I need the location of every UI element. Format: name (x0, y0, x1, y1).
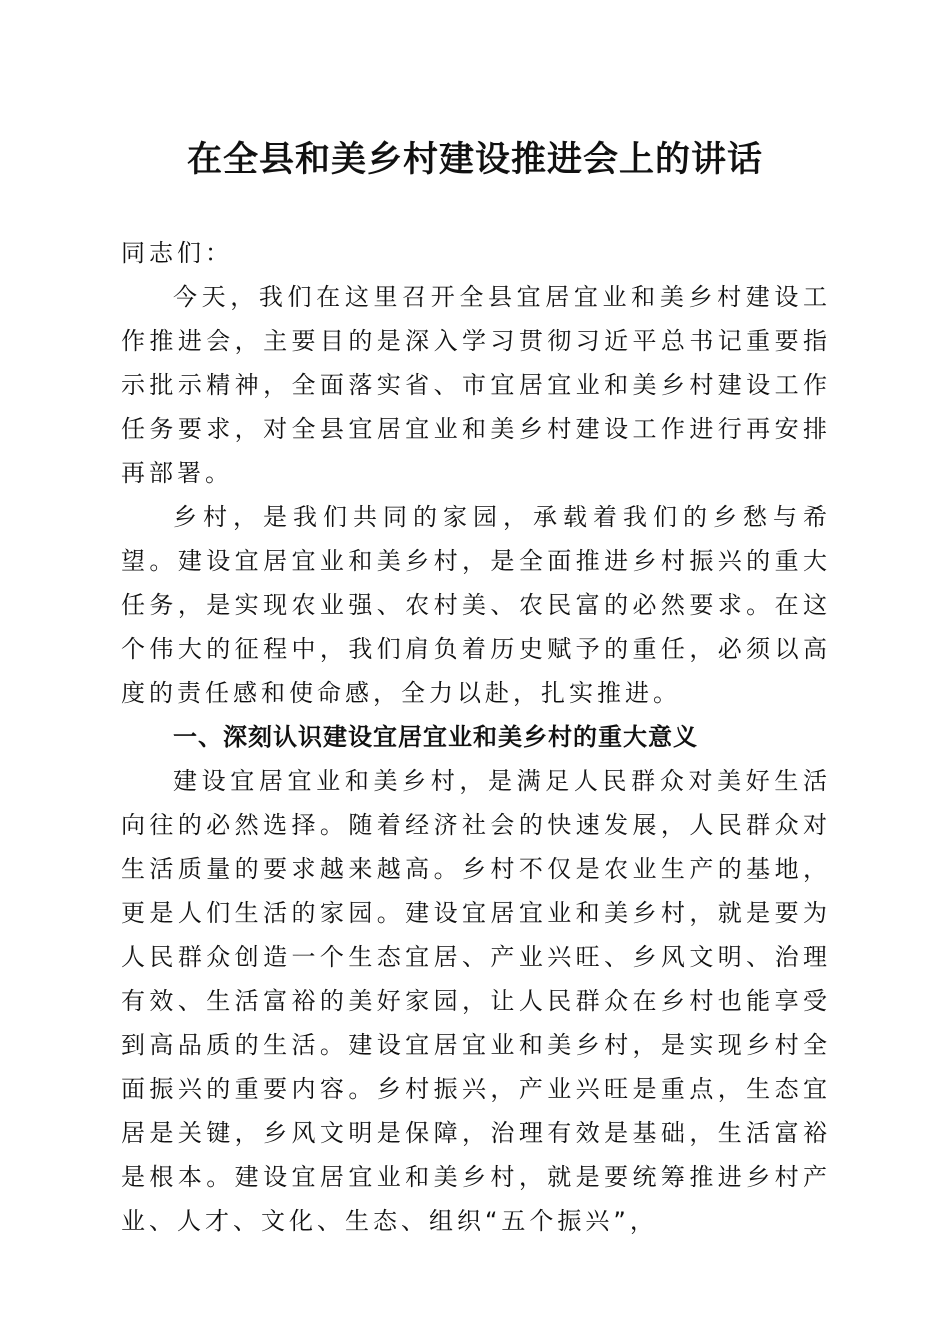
section-heading: 一、深刻认识建设宜居宜业和美乡村的重大意义 (173, 723, 698, 751)
salutation: 同志们： (121, 239, 233, 267)
page-title: 在全县和美乡村建设推进会上的讲话 (186, 139, 763, 180)
section-paragraph: 建设宜居宜业和美乡村，是满足人民群众对美好生活向往的必然选择。随着经济社会的快速发展，人民群众对生活质量的要求越来越高。乡村不仅是农业生产的基地，更是人们生活的家园。建设宜居宜业和美乡村，就是要为人民群众创造一个生态宜居、产业兴旺、乡风文明、治理有效、生活富裕的美好家园，让人民群众在乡村也能享受到高品质的生活。建设宜居宜业和美乡村，是实现乡村全面振兴的重要内容。乡村振兴，产业兴旺是重点，生态宜居是关键，乡风文明是保障，治理有效是基础，生活富裕是根本。建设宜居宜业和美乡村，就是要统筹推进乡村产业、人才、文化、生态、组织“五个振兴”， (121, 767, 831, 1235)
paragraph-intro: 今天，我们在这里召开全县宜居宜业和美乡村建设工作推进会，主要目的是深入学习贯彻习近平总书记重要指示批示精神，全面落实省、市宜居宜业和美乡村建设工作任务要求，对全县宜居宜业和美乡村建设工作进行再安排再部署。 (121, 283, 831, 487)
document-body (121, 231, 831, 1243)
paragraph-rural-home: 乡村，是我们共同的家园，承载着我们的乡愁与希望。建设宜居宜业和美乡村，是全面推进乡村振兴的重大任务，是实现农业强、农村美、农民富的必然要求。在这个伟大的征程中，我们肩负着历史赋予的重任，必须以高度的责任感和使命感，全力以赴，扎实推进。 (121, 503, 831, 707)
